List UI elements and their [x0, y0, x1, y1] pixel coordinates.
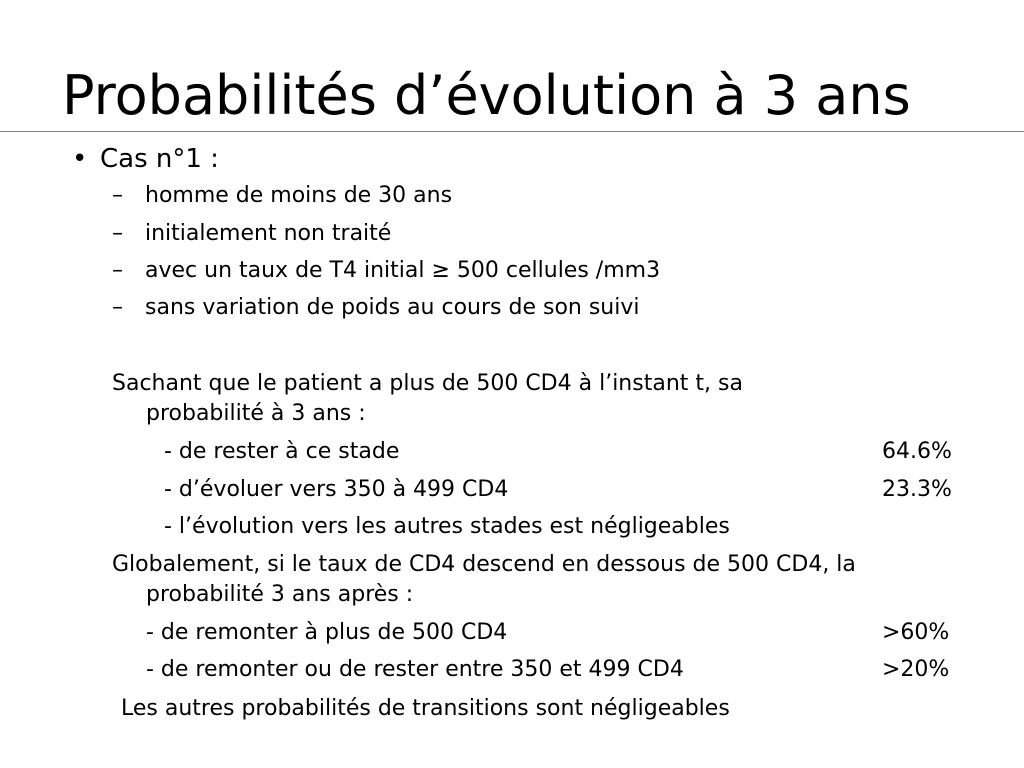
case-detail-text: avec un taux de T4 initial ≥ 500 cellules /mm3 — [145, 258, 661, 283]
paragraph2-line2: probabilité 3 ans après : — [146, 582, 414, 607]
case-heading: Cas n°1 : — [100, 144, 219, 174]
bullet-icon: • — [72, 144, 88, 174]
dash-icon: – — [112, 258, 123, 283]
case-detail-item — [112, 181, 452, 211]
case-detail-item — [112, 293, 639, 323]
probability-value: 23.3% — [882, 477, 952, 502]
paragraph1-line2: probabilité à 3 ans : — [146, 401, 366, 426]
case-detail-item — [112, 219, 391, 249]
case-detail-item — [112, 256, 660, 286]
probability-label: - l’évolution vers les autres stades est négligeables — [164, 514, 730, 539]
dash-icon: – — [112, 295, 123, 320]
probability-label: - de remonter ou de rester entre 350 et 499 CD4 — [146, 657, 684, 682]
case-detail-text: sans variation de poids au cours de son suivi — [145, 295, 640, 320]
probability-label: - de remonter à plus de 500 CD4 — [146, 620, 508, 645]
probability-label: - de rester à ce stade — [164, 439, 400, 464]
dash-icon: – — [112, 221, 123, 246]
probability-label: - d’évoluer vers 350 à 499 CD4 — [164, 477, 509, 502]
probability-value: >60% — [882, 620, 950, 645]
probability-value: 64.6% — [882, 439, 952, 464]
paragraph2-line1: Globalement, si le taux de CD4 descend en dessous de 500 CD4, la — [112, 552, 856, 577]
slide-title: Probabilités d’évolution à 3 ans — [62, 64, 911, 127]
probability-value: >20% — [882, 657, 950, 682]
case-heading-bullet — [72, 142, 219, 176]
title-divider — [0, 131, 1024, 132]
paragraph1-line1: Sachant que le patient a plus de 500 CD4 à l’instant t, sa — [112, 371, 743, 396]
case-detail-text: homme de moins de 30 ans — [145, 183, 453, 208]
footer-note: Les autres probabilités de transitions sont négligeables — [121, 696, 730, 721]
case-detail-text: initialement non traité — [145, 221, 392, 246]
dash-icon: – — [112, 183, 123, 208]
